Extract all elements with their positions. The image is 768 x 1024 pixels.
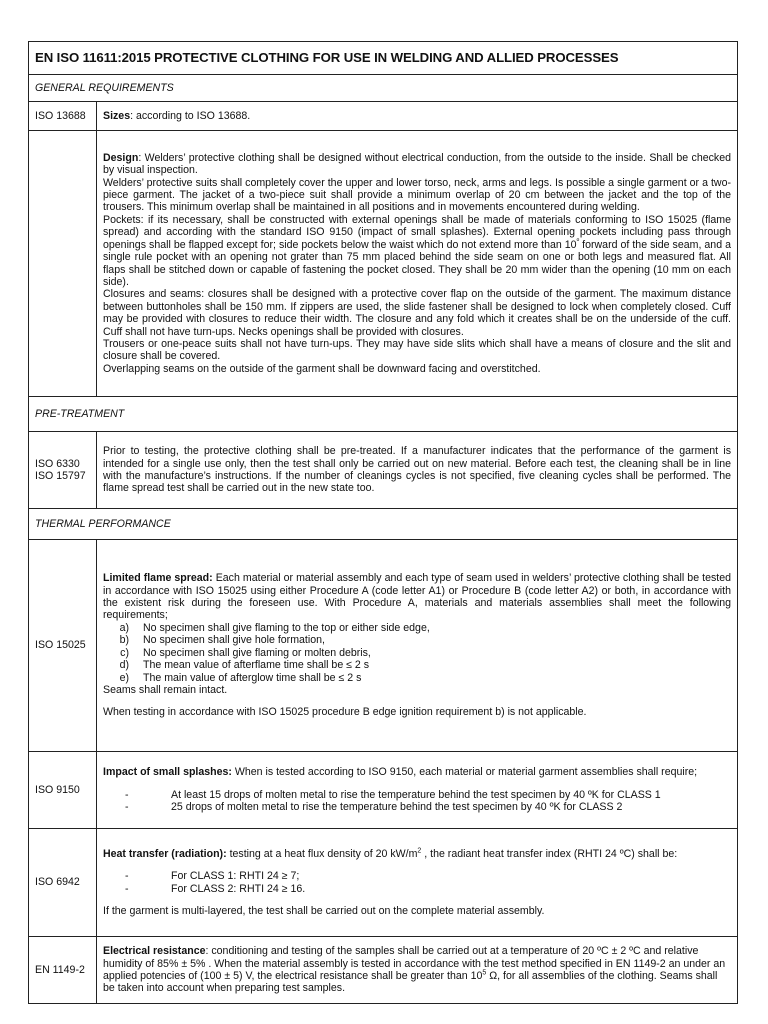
standard-code-line: ISO 6330: [35, 457, 80, 470]
requirements-table: [28, 41, 738, 1004]
list-item: [103, 659, 731, 671]
requirement-text: Seams shall remain intact.: [103, 683, 228, 696]
superscript: 2: [417, 847, 422, 855]
list-marker: d): [119, 659, 129, 672]
section-row-general: [29, 75, 738, 102]
standard-code: ISO 6942: [29, 829, 97, 937]
requirement-label: Design: [103, 151, 139, 164]
list-marker: -: [125, 870, 129, 883]
list-marker: c): [120, 646, 129, 659]
design-paragraph: Closures and seams: closures shall be designed with a protective cover flap on the outside of the garment. The maximum distance between buttonholes shall be 150 mm. If zippers are used, the slide fastener shall be designed to lock when completely closed. Cuff may be provided with closures to reduce their width. The closure and any fold which it creates shall be on the underside of the cuff. Cuff shall not have turn-ups. Necks openings shall be provided with closures.: [103, 288, 731, 338]
list-text: For CLASS 2: RHTI 24 ≥ 16.: [171, 882, 306, 895]
document-title: EN ISO 11611:2015 PROTECTIVE CLOTHING FOR USE IN WELDING AND ALLIED PROCESSES: [29, 42, 738, 75]
list-text: No specimen shall give flaming to the top or either side edge,: [143, 621, 430, 634]
requirement-text: When is tested according to ISO 9150, each material or material garment assemblies shall require;: [231, 766, 698, 779]
list-text: No specimen shall give flaming or molten debris,: [143, 646, 371, 659]
section-heading-thermal: THERMAL PERFORMANCE: [29, 509, 738, 540]
requirement-text: : Welders’ protective clothing shall be designed without electrical conduction, from the outside to the inside. Shall be checked by visual inspection.: [103, 151, 731, 177]
requirement-paragraph: [103, 572, 731, 622]
requirement-text: Ω, for all assemblies of the clothing. Seams shall be taken into account when preparing test samples.: [103, 970, 718, 995]
title-row: [29, 42, 738, 75]
list-item: [103, 672, 731, 684]
requirement-note: If the garment is multi-layered, the test shall be carried out on the complete material assembly.: [103, 904, 545, 917]
requirement-note: When testing in accordance with ISO 15025 procedure B edge ignition requirement b) is not applicable.: [103, 706, 587, 719]
list-item: [103, 634, 731, 646]
list-marker: e): [119, 671, 129, 684]
list-item: [103, 647, 731, 659]
row-pretreatment: [29, 432, 738, 509]
superscript: 5: [482, 969, 487, 977]
requirement-text: Each material or material assembly and each type of seam used in welders’ protective clothing shall be tested in accordance with ISO 15025 using either Procedure A (code letter A1) or Procedure B (code letter A2) or both, in accordance with the existent risk during the foreseen use. With Procedure A, materials and materials assemblies shall meet the following requirements;: [103, 572, 731, 622]
list-marker: -: [125, 801, 129, 814]
requirement-text: Prior to testing, the protective clothing shall be pre-treated. If a manufacturer indicates that the performance of the garment is intended for a single use only, then the test shall only be carried out on new material. Before each test, the cleaning shall be in line with the manufacture’s instructions. If the number of cleanings cycles is not specified, five cleaning cycles shall be performed. The flame spread test shall be carried out in the new state too.: [103, 445, 731, 495]
list-text: 25 drops of molten metal to rise the temperature behind the test specimen by 40 ºK for CLASS 2: [171, 801, 623, 814]
standard-code: [29, 131, 97, 397]
spacer: [103, 860, 731, 870]
requirement-cell: [97, 752, 738, 829]
requirement-cell: [97, 131, 738, 397]
requirement-text: forward of the side seam, and a single rule pocket with an opening not grater than 75 mm placed behind the side seam on one or both legs and measured flat. All flaps shall be stitched down or capable of fastening the pocket closed. They shall be 20 mm wider than the opening (10 mm on each side).: [103, 238, 731, 288]
row-flame-spread: [29, 540, 738, 752]
list-item: [103, 801, 731, 813]
row-small-splashes: [29, 752, 738, 829]
list-marker: -: [125, 882, 129, 895]
splash-criteria-list: [103, 789, 731, 814]
requirement-label: Limited flame spread:: [103, 572, 213, 585]
list-text: No specimen shall give hole formation,: [143, 634, 325, 647]
requirement-label: Heat transfer (radiation):: [103, 847, 227, 860]
requirement-text: : conditioning and testing of the samples shall be carried out at a temperature of 20 ºC ± 2 ºC and relative humidity of 85% ± 5% . When the material assembly is tested in accordance with the test method specified in EN 1149-2 an under an applied potencies of (100 ± 5) V, the electrical resistance shall be greater than 10: [103, 945, 726, 982]
list-item: [103, 870, 731, 882]
design-paragraph: Welders’ protective suits shall completely cover the upper and lower torso, neck, arms and legs. Is possible a single garment or a two-piece garment. The jacket of a two-piece suit shall provide a minimum overlap of 20 cm between the jacket and the top of the trousers. This minimum overlap shall be maintained in all positions and in movements encountered during welding.: [103, 176, 731, 214]
list-item: [103, 883, 731, 895]
requirement-label: Sizes: [103, 109, 131, 122]
row-sizes: [29, 102, 738, 131]
requirement-paragraph: [103, 945, 731, 995]
requirement-cell: [97, 937, 738, 1004]
standard-code: ISO 15025: [29, 540, 97, 752]
requirement-label: Electrical resistance: [103, 945, 206, 958]
design-paragraph: Trousers or one-peace suits shall not have turn-ups. They may have side slits which shall have a means of closure and the slit and closure shall be covered.: [103, 337, 731, 363]
row-electrical-resistance: [29, 937, 738, 1004]
list-marker: b): [119, 634, 129, 647]
design-paragraph: Overlapping seams on the outside of the garment shall be downward facing and overstitched.: [103, 362, 541, 375]
standard-code: ISO 13688: [29, 102, 97, 131]
flame-criteria-list: [103, 622, 731, 684]
section-heading-pretreatment: PRE-TREATMENT: [29, 397, 738, 432]
requirement-text: , the radiant heat transfer index (RHTI 24 ºC) shall be:: [421, 847, 678, 860]
list-text: At least 15 drops of molten metal to rise the temperature behind the test specimen by 40 ºK for CLASS 1: [171, 788, 661, 801]
requirement-cell: [97, 540, 738, 752]
row-heat-transfer: [29, 829, 738, 937]
list-item: [103, 622, 731, 634]
superscript: º: [576, 238, 580, 246]
section-heading-general: GENERAL REQUIREMENTS: [29, 75, 738, 102]
requirement-cell: [97, 432, 738, 509]
spacer: [103, 779, 731, 789]
list-marker: a): [119, 621, 129, 634]
list-marker: -: [125, 788, 129, 801]
design-paragraph: [103, 152, 731, 177]
requirement-cell: [97, 102, 738, 131]
standard-code-line: ISO 15797: [35, 470, 86, 482]
spacer: [103, 895, 731, 905]
requirement-label: Impact of small splashes:: [103, 766, 232, 779]
list-item: [103, 789, 731, 801]
row-design: [29, 131, 738, 397]
requirement-text: Pockets: if its necessary, shall be constructed with external openings shall be made of materials conforming to ISO 15025 (flame spread) and according with the standard ISO 9150 (impact of small splashes). External opening pockets including pass through openings shall be flapped except for; side pockets below the waist which do not extend more than 10: [103, 213, 731, 251]
spacer: [103, 696, 731, 706]
requirement-paragraph: [103, 766, 731, 778]
section-row-thermal: [29, 509, 738, 540]
list-text: The mean value of afterflame time shall be ≤ 2 s: [143, 659, 370, 672]
heat-criteria-list: [103, 870, 731, 895]
list-text: For CLASS 1: RHTI 24 ≥ 7;: [171, 870, 300, 883]
requirement-paragraph: [103, 848, 731, 860]
requirement-cell: [97, 829, 738, 937]
requirement-text: : according to ISO 13688.: [130, 109, 251, 122]
section-row-pretreatment: [29, 397, 738, 432]
design-paragraph: [103, 214, 731, 288]
requirement-text: testing at a heat flux density of 20 kW/m: [226, 847, 418, 860]
list-text: The main value of afterglow time shall be ≤ 2 s: [143, 671, 362, 684]
standard-code: [29, 432, 97, 509]
standard-code: ISO 9150: [29, 752, 97, 829]
standard-code: EN 1149-2: [29, 937, 97, 1004]
